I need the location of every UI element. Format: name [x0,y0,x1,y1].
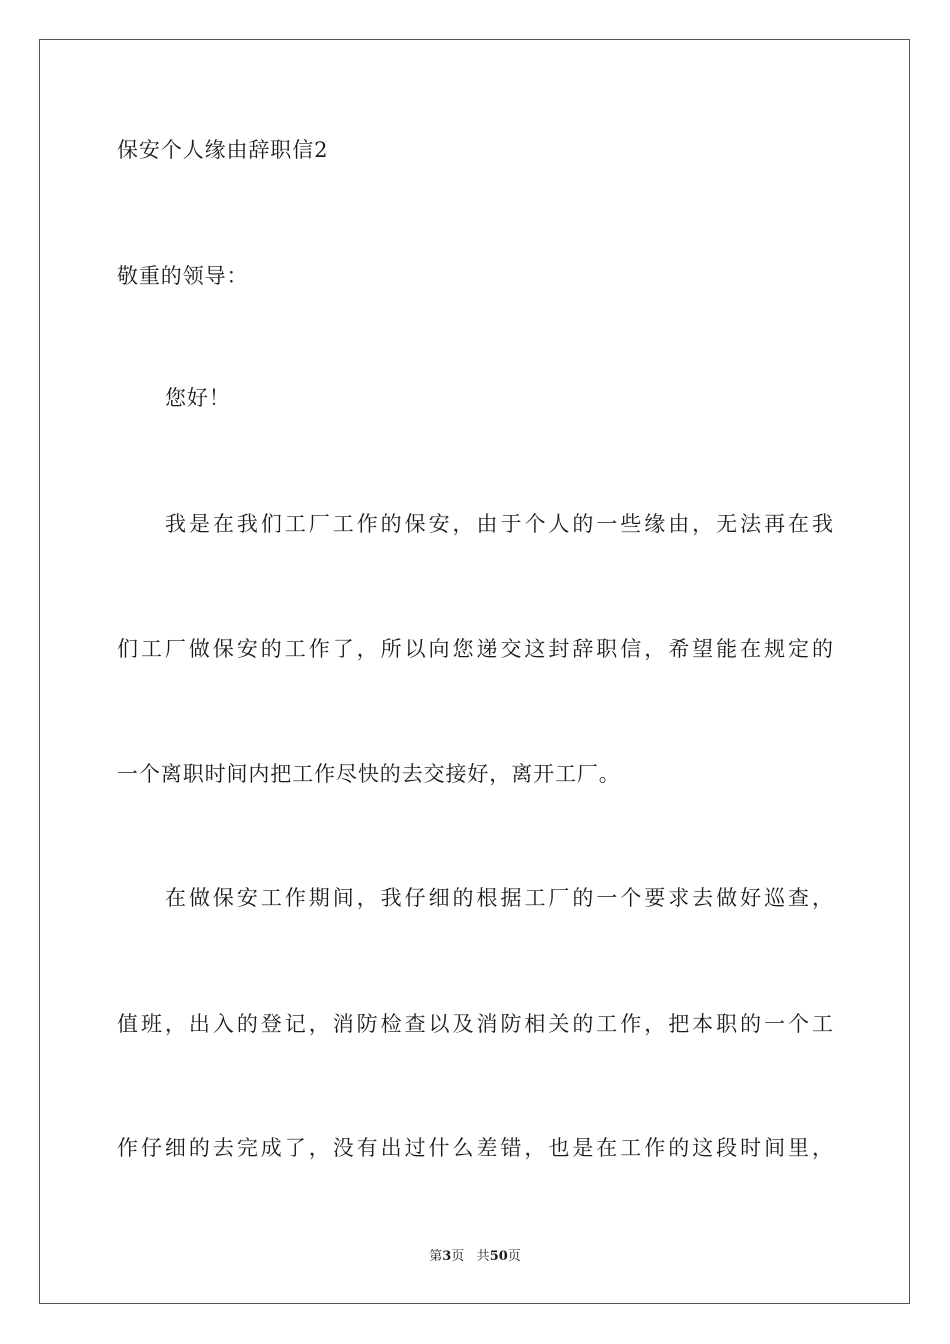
document-title: 保安个人缘由辞职信2 [117,138,329,162]
paragraph-line: 作仔细的去完成了，没有出过什么差错，也是在工作的这段时间里， [117,1136,833,1160]
paragraph-line: 在做保安工作期间，我仔细的根据工厂的一个要求去做好巡查， [165,886,833,910]
page-footer [0,1248,950,1266]
total-page-count: 50 [489,1249,508,1264]
paragraph-line: 我是在我们工厂工作的保安，由于个人的一些缘由，无法再在我 [165,512,833,536]
total-prefix: 共 [476,1249,490,1264]
total-suffix: 页 [507,1249,521,1264]
salutation: 敬重的领导： [117,264,249,288]
current-page-number: 3 [442,1249,452,1264]
page-border [39,39,910,1304]
page-suffix: 页 [451,1249,465,1264]
greeting: 您好！ [165,386,231,410]
page-prefix: 第 [429,1249,443,1264]
paragraph-line: 一个离职时间内把工作尽快的去交接好，离开工厂。 [117,762,621,786]
paragraph-line: 值班，出入的登记，消防检查以及消防相关的工作，把本职的一个工 [117,1012,833,1036]
paragraph-line: 们工厂做保安的工作了，所以向您递交这封辞职信，希望能在规定的 [117,637,833,661]
